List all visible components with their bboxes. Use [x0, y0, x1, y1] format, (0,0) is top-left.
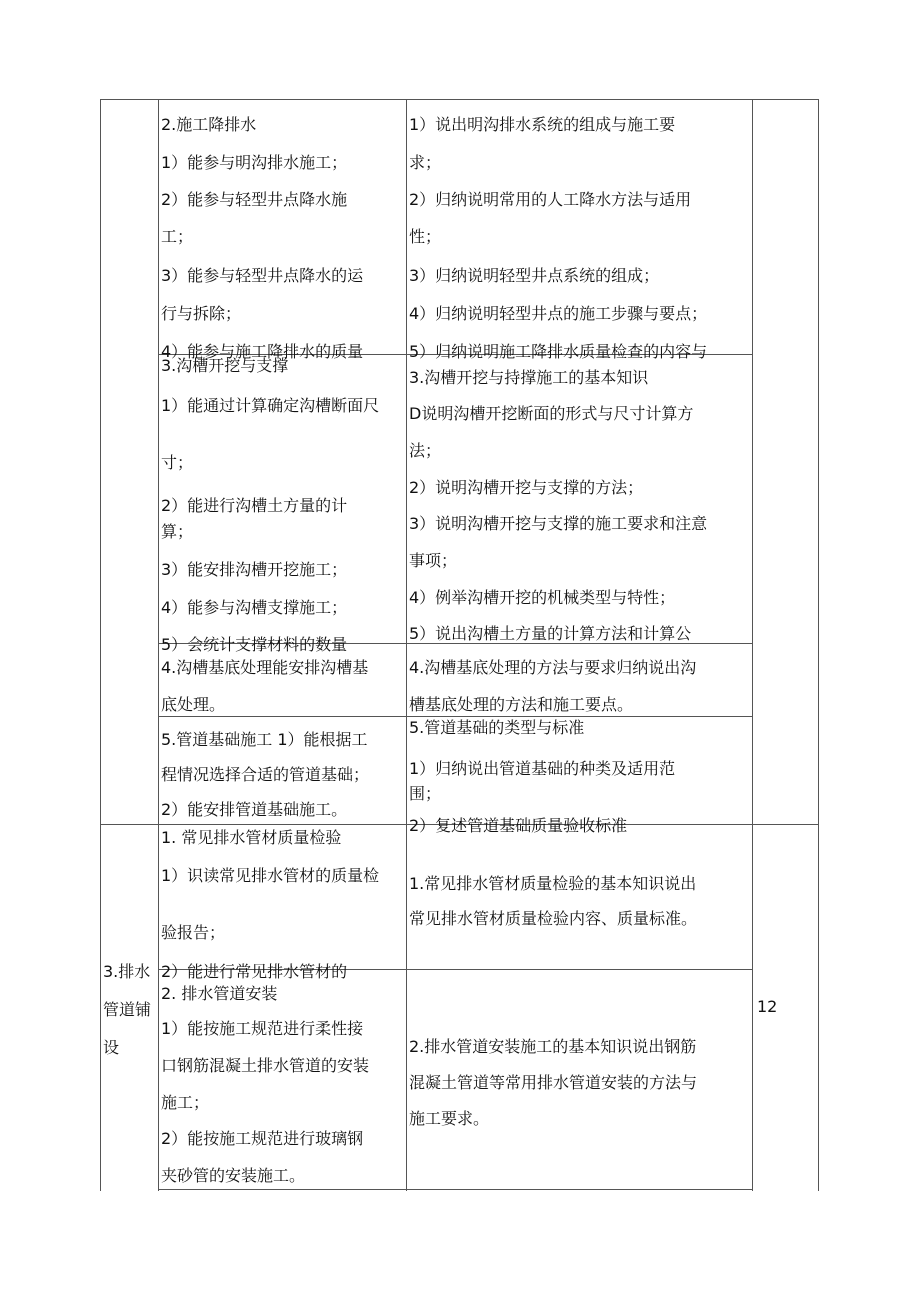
knowledge-line: D说明沟槽开挖断面的形式与尺寸计算方 — [409, 404, 694, 423]
knowledge-line: 求； — [409, 153, 442, 172]
skill-line: 4）能参与施工降排水的质量 — [161, 342, 364, 361]
row-divider — [158, 716, 753, 717]
skill-line: 工； — [161, 227, 194, 246]
knowledge-cell — [409, 971, 751, 1188]
skill-line: 寸； — [161, 453, 194, 472]
knowledge-line: 4）归纳说明轻型井点的施工步骤与要点； — [409, 304, 708, 323]
knowledge-line: 1）说出明沟排水系统的组成与施工要 — [409, 115, 676, 134]
skill-line: 3.沟槽开挖与支撑 — [161, 356, 289, 375]
knowledge-line: 4）例举沟槽开挖的机械类型与特性； — [409, 588, 676, 607]
knowledge-line: 3.沟槽开挖与持撑施工的基本知识 — [409, 368, 649, 387]
knowledge-cell — [409, 110, 751, 361]
table-border-top — [100, 99, 819, 100]
skill-line: 2）能进行沟槽土方量的计 — [161, 496, 348, 515]
skill-line: 3）能参与轻型井点降水的运 — [161, 266, 364, 285]
skill-line: 行与拆除； — [161, 304, 242, 323]
knowledge-line: 2.排水管道安装施工的基本知识说出钢筋 — [409, 1037, 697, 1056]
knowledge-line: 混凝土管道等常用排水管道安装的方法与 — [409, 1073, 698, 1092]
skill-line: 4.沟槽基底处理能安排沟槽基 — [161, 658, 369, 677]
skill-line: 施工； — [161, 1093, 210, 1112]
skill-line: 2）能按施工规范进行玻璃钢 — [161, 1129, 364, 1148]
knowledge-line: 2）复述管道基础质量验收标准 — [409, 816, 628, 835]
knowledge-line: 5）说出沟槽土方量的计算方法和计算公 — [409, 624, 692, 643]
section-label-line: 3.排水 — [103, 962, 151, 981]
skill-line: 2）能安排管道基础施工。 — [161, 800, 348, 819]
skill-line: 程情况选择合适的管道基础； — [161, 765, 370, 784]
section-label-line: 管道铺 — [103, 1000, 152, 1019]
skill-cell — [161, 110, 405, 361]
skill-cell — [161, 826, 405, 981]
skill-line: 1）能参与明沟排水施工； — [161, 153, 348, 172]
skill-cell — [161, 645, 405, 715]
skill-line: 1. 常见排水管材质量检验 — [161, 828, 342, 847]
knowledge-line: 2）说明沟槽开挖与支撑的方法； — [409, 478, 644, 497]
table-border-right — [818, 99, 819, 1191]
table-divider-hours — [752, 99, 753, 1191]
skill-line: 夹砂管的安装施工。 — [161, 1166, 306, 1185]
knowledge-line: 1）归纳说出管道基础的种类及适用范 — [409, 759, 676, 778]
row-divider — [158, 1189, 753, 1190]
skill-line: 1）识读常见排水管材的质量检 — [161, 866, 380, 885]
skill-line: 2）能进行常见排水管材的 — [161, 962, 348, 981]
knowledge-line: 5.管道基础的类型与标准 — [409, 718, 585, 737]
knowledge-line: 3）归纳说明轻型井点系统的组成； — [409, 266, 660, 285]
knowledge-line: 2）归纳说明常用的人工降水方法与适用 — [409, 190, 692, 209]
skill-line: 算； — [161, 522, 194, 541]
knowledge-line: 性； — [409, 227, 442, 246]
knowledge-line: 围； — [409, 784, 442, 803]
skill-cell — [161, 718, 405, 823]
hours-value: 12 — [757, 997, 778, 1016]
knowledge-line: 3）说明沟槽开挖与支撑的施工要求和注意 — [409, 514, 708, 533]
skill-line: 口钢筋混凝土排水管道的安装 — [161, 1056, 370, 1075]
section-label-line: 设 — [103, 1038, 120, 1057]
skill-line: 2.施工降排水 — [161, 115, 257, 134]
knowledge-line: 事项； — [409, 551, 458, 570]
knowledge-line: 槽基底处理的方法和施工要点。 — [409, 695, 634, 714]
skill-line: 5）会统计支撑材料的数量 — [161, 635, 348, 654]
knowledge-line: 法； — [409, 441, 442, 460]
skill-line: 3）能安排沟槽开挖施工； — [161, 560, 348, 579]
table-divider-knowledge — [406, 99, 407, 1191]
knowledge-cell — [409, 718, 751, 835]
skill-line: 2）能参与轻型井点降水施 — [161, 190, 348, 209]
knowledge-cell — [409, 826, 751, 968]
skill-line: 验报告； — [161, 923, 226, 942]
knowledge-line: 施工要求。 — [409, 1109, 490, 1128]
table-border-left — [100, 99, 101, 1191]
knowledge-cell — [409, 645, 751, 715]
skill-line: 底处理。 — [161, 695, 226, 714]
section-label — [103, 962, 159, 1076]
skill-line: 5.管道基础施工 1）能根据工 — [161, 730, 368, 749]
skill-line: 2. 排水管道安装 — [161, 984, 278, 1003]
knowledge-line: 1.常见排水管材质量检验的基本知识说出 — [409, 874, 697, 893]
knowledge-line: 常见排水管材质量检验内容、质量标准。 — [409, 909, 698, 928]
skill-cell — [161, 356, 405, 654]
knowledge-cell — [409, 356, 751, 642]
skill-line: 1）能通过计算确定沟槽断面尺 — [161, 396, 380, 415]
knowledge-line: 4.沟槽基底处理的方法与要求归纳说出沟 — [409, 658, 697, 677]
skill-line: 4）能参与沟槽支撑施工； — [161, 598, 348, 617]
skill-line: 1）能按施工规范进行柔性接 — [161, 1019, 364, 1038]
knowledge-line: 5）归纳说明施工降排水质量检查的内容与 — [409, 342, 708, 361]
skill-cell — [161, 971, 405, 1188]
